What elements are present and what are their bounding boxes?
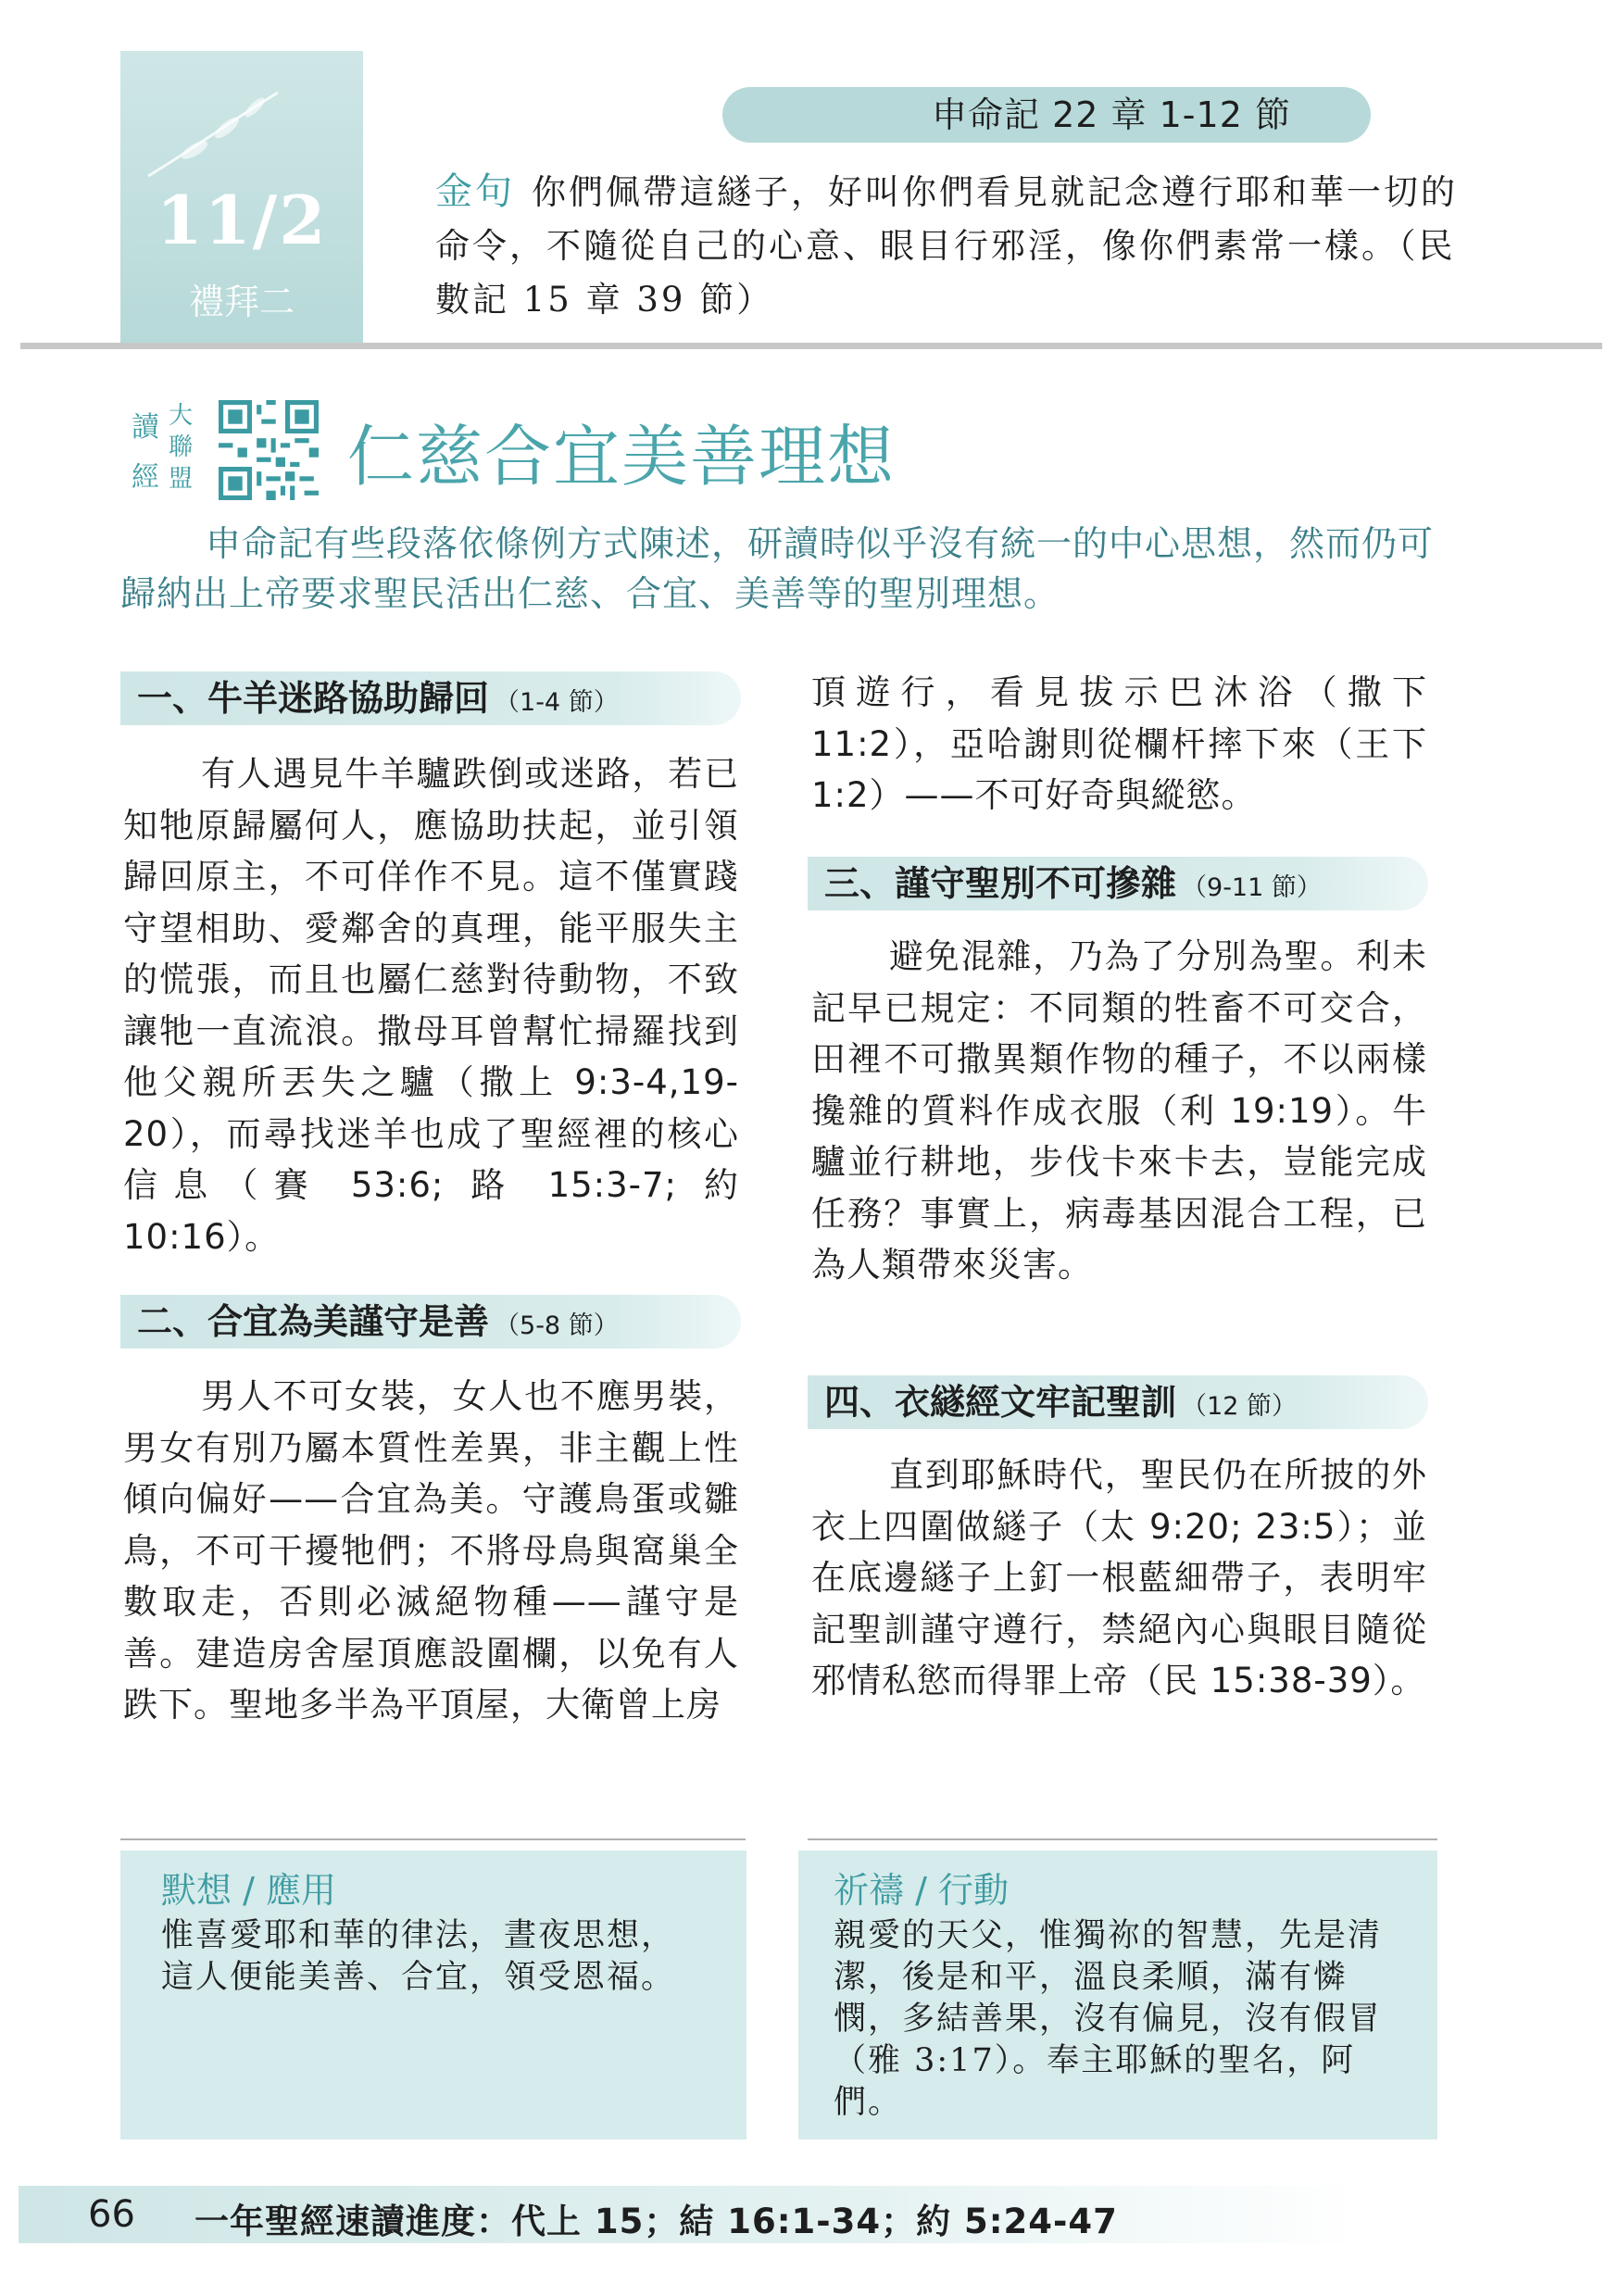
page-title: 仁慈合宜美善理想 <box>347 418 897 496</box>
page-number: 66 <box>88 2193 135 2236</box>
section-heading-1: 一、牛羊迷路協助歸回 （1-4 節） <box>120 671 741 725</box>
golden-verse-label: 金句 <box>435 170 515 213</box>
divider-right <box>808 1838 1437 1840</box>
reading-progress: 一年聖經速讀進度：代上 15；結 16:1-34；約 5:24-47 <box>194 2202 1118 2241</box>
prayer-box <box>798 1851 1437 2139</box>
prayer-title: 祈禱 / 行動 <box>834 1870 1009 1911</box>
section-body-2-continued: 頂遊行，看見拔示巴沐浴（撒下 11:2），亞哈謝則從欄杆摔下來（王下 1:2）——不可好奇與縱慾。 <box>811 672 1427 815</box>
qr-code[interactable] <box>219 400 319 500</box>
prayer-body: 親愛的天父，惟獨祢的智慧，先是清潔，後是和平，溫良柔順，滿有憐憫，多結善果，沒有偏見，沒有假冒（雅 3:17）。奉主耶穌的聖名，阿們。 <box>834 1917 1383 2121</box>
section-body-3: 避免混雜，乃為了分別為聖。利未記早已規定：不同類的牲畜不可交合，田裡不可撒異類作物的種子，不以兩樣攙雜的質料作成衣服（利 19:19）。牛驢並行耕地，步伐卡來卡去，豈能完成任務？事實上，病毒基因混合工程，已為人類帶來災害。 <box>811 936 1427 1285</box>
header-divider <box>20 343 1602 349</box>
olive-branch-icon <box>139 83 287 185</box>
section-body-4: 直到耶穌時代，聖民仍在所披的外衣上四圍做繸子（太 9:20; 23:5）；並在底邊繸子上釘一根藍細帶子，表明牢記聖訓謹守遵行，禁絕內心與眼目隨從邪情私慾而得罪上帝（民 15:38-39）。 <box>811 1455 1427 1700</box>
section-heading-3: 三、謹守聖別不可摻雜 （9-11 節） <box>808 857 1428 910</box>
meditation-box <box>120 1851 746 2139</box>
section-heading-2: 二、合宜為美謹守是善 （5-8 節） <box>120 1295 741 1349</box>
golden-verse <box>435 165 1463 327</box>
section-heading-4: 四、衣繸經文牢記聖訓 （12 節） <box>808 1375 1428 1429</box>
scripture-reference: 申命記 22 章 1-12 節 <box>722 87 1371 143</box>
intro-paragraph: 申命記有些段落依條例方式陳述，研讀時似乎沒有統一的中心思想，然而仍可歸納出上帝要求聖民活出仁慈、合宜、美善等的聖別理想。 <box>120 523 1435 614</box>
golden-verse-text: 你們佩帶這繸子，好叫你們看見就記念遵行耶和華一切的命令，不隨從自己的心意、眼目行邪淫，像你們素常一樣。（民數記 15 章 39 節） <box>435 172 1458 320</box>
meditation-body: 惟喜愛耶和華的律法，晝夜思想，這人便能美善、合宜，領受恩福。 <box>161 1917 676 1996</box>
divider-left <box>120 1838 746 1840</box>
weekday: 禮拜二 <box>188 282 295 322</box>
bible-reading-alliance-label: 讀 經 大 聯 盟 <box>132 402 194 494</box>
section-body-2: 男人不可女裝，女人也不應男裝，男女有別乃屬本質性差異，非主觀上性傾向偏好——合宜為美。守護鳥蛋或雛鳥，不可干擾牠們；不將母鳥與窩巢全數取走，否則必滅絕物種——謹守是善。建造房舍屋頂應設圍欄，以免有人跌下。聖地多半為平頂屋，大衛曾上房 <box>123 1376 739 1725</box>
section-body-1: 有人遇見牛羊驢跌倒或迷路，若已知牠原歸屬何人，應協助扶起，並引領歸回原主，不可佯作不見。這不僅實踐守望相助、愛鄰舍的真理，能平服失主的慌張，而且也屬仁慈對待動物，不致讓牠一直流浪。撒母耳曾幫忙掃羅找到他父親所丟失之驢（撒上 9:3-4,19-20），而尋找迷羊也成了聖經裡的核心信息（賽 53:6; 路 15:3-7; 約 10:16）。 <box>123 754 739 1257</box>
date: 11/2 <box>156 181 328 259</box>
meditation-title: 默想 / 應用 <box>161 1870 336 1911</box>
